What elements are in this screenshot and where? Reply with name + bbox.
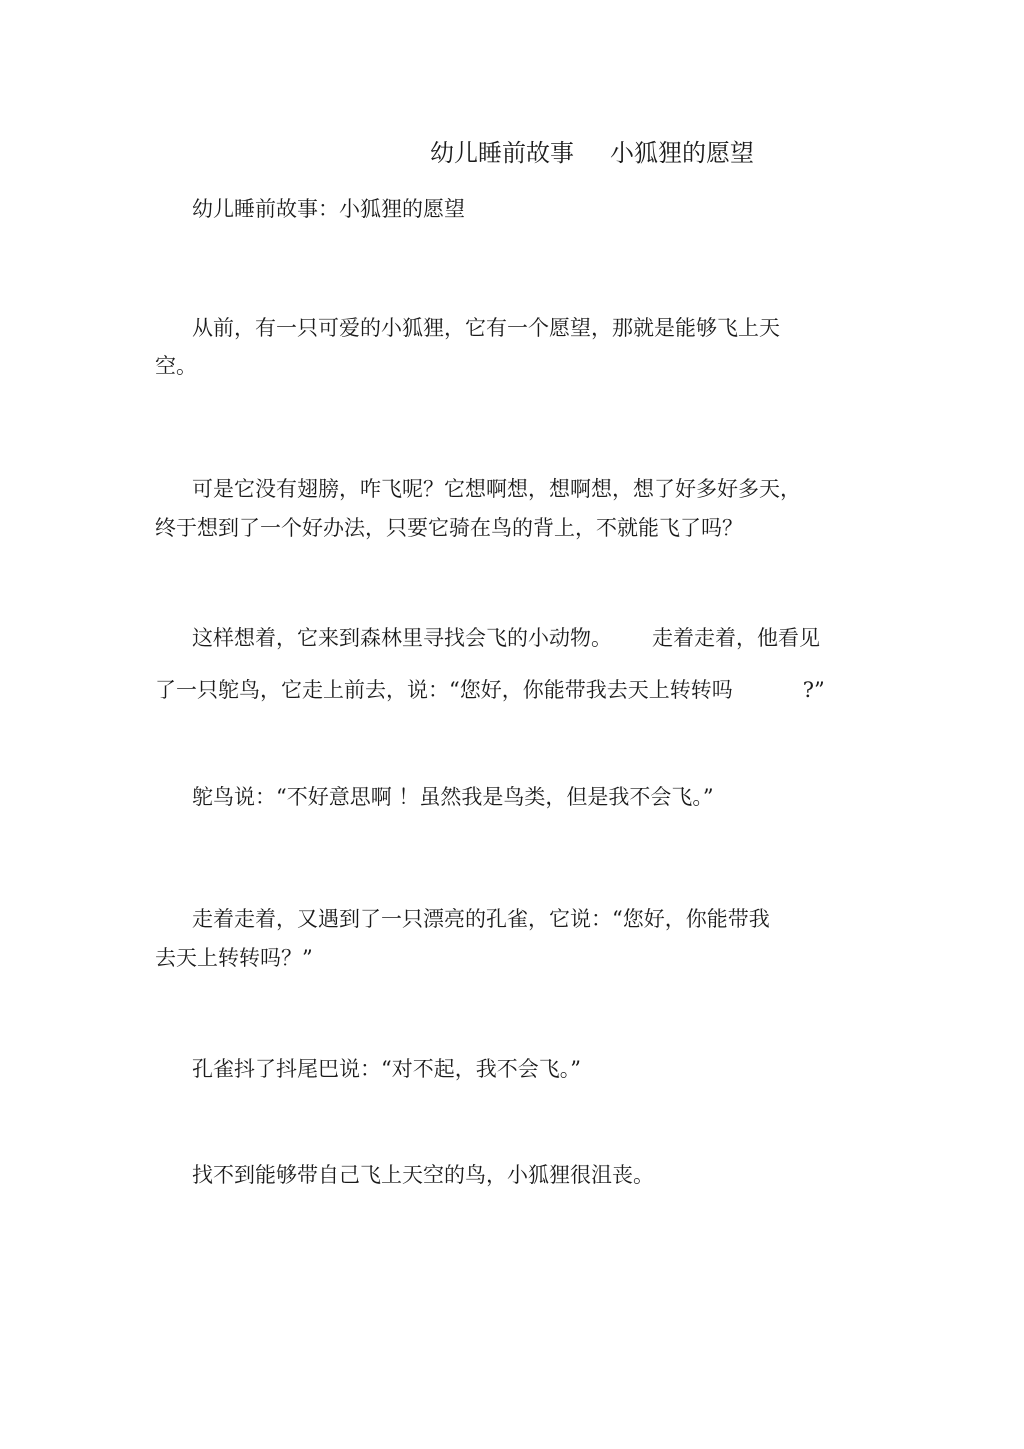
paragraph-3-line-2-b: ?”	[802, 678, 825, 702]
page-title	[430, 136, 754, 170]
paragraph-5-line-1: 走着走着，又遇到了一只漂亮的孔雀，它说：“您好，你能带我	[192, 907, 770, 931]
paragraph-1-line-1: 从前，有一只可爱的小狐狸，它有一个愿望，那就是能够飞上天	[192, 316, 780, 340]
paragraph-3-line-1-a: 这样想着，它来到森林里寻找会飞的小动物。	[192, 626, 612, 650]
paragraph-3-line-2-a: 了一只鸵鸟，它走上前去，说：“您好，你能带我去天上转转吗	[155, 678, 733, 702]
paragraph-6: 孔雀抖了抖尾巴说：“对不起，我不会飞。”	[192, 1057, 581, 1081]
paragraph-3-line-1-b: 走着走着，他看见	[652, 626, 820, 650]
paragraph-3-line-2	[155, 675, 825, 705]
paragraph-7: 找不到能够带自己飞上天空的鸟，小狐狸很沮丧。	[192, 1163, 654, 1187]
title-right: 小狐狸的愿望	[610, 139, 754, 167]
title-left: 幼儿睡前故事	[430, 139, 574, 167]
paragraph-3-line-1	[192, 623, 820, 653]
paragraph-2-line-1: 可是它没有翅膀，咋飞呢？它想啊想，想啊想，想了好多好多天，	[192, 477, 801, 501]
paragraph-1-line-2: 空。	[155, 354, 197, 378]
subtitle: 幼儿睡前故事：小狐狸的愿望	[192, 197, 465, 221]
paragraph-4: 鸵鸟说：“不好意思啊 ！虽然我是鸟类，但是我不会飞。”	[192, 785, 714, 809]
paragraph-5-line-2: 去天上转转吗？”	[155, 946, 313, 970]
paragraph-2-line-2: 终于想到了一个好办法，只要它骑在鸟的背上，不就能飞了吗？	[155, 516, 743, 540]
